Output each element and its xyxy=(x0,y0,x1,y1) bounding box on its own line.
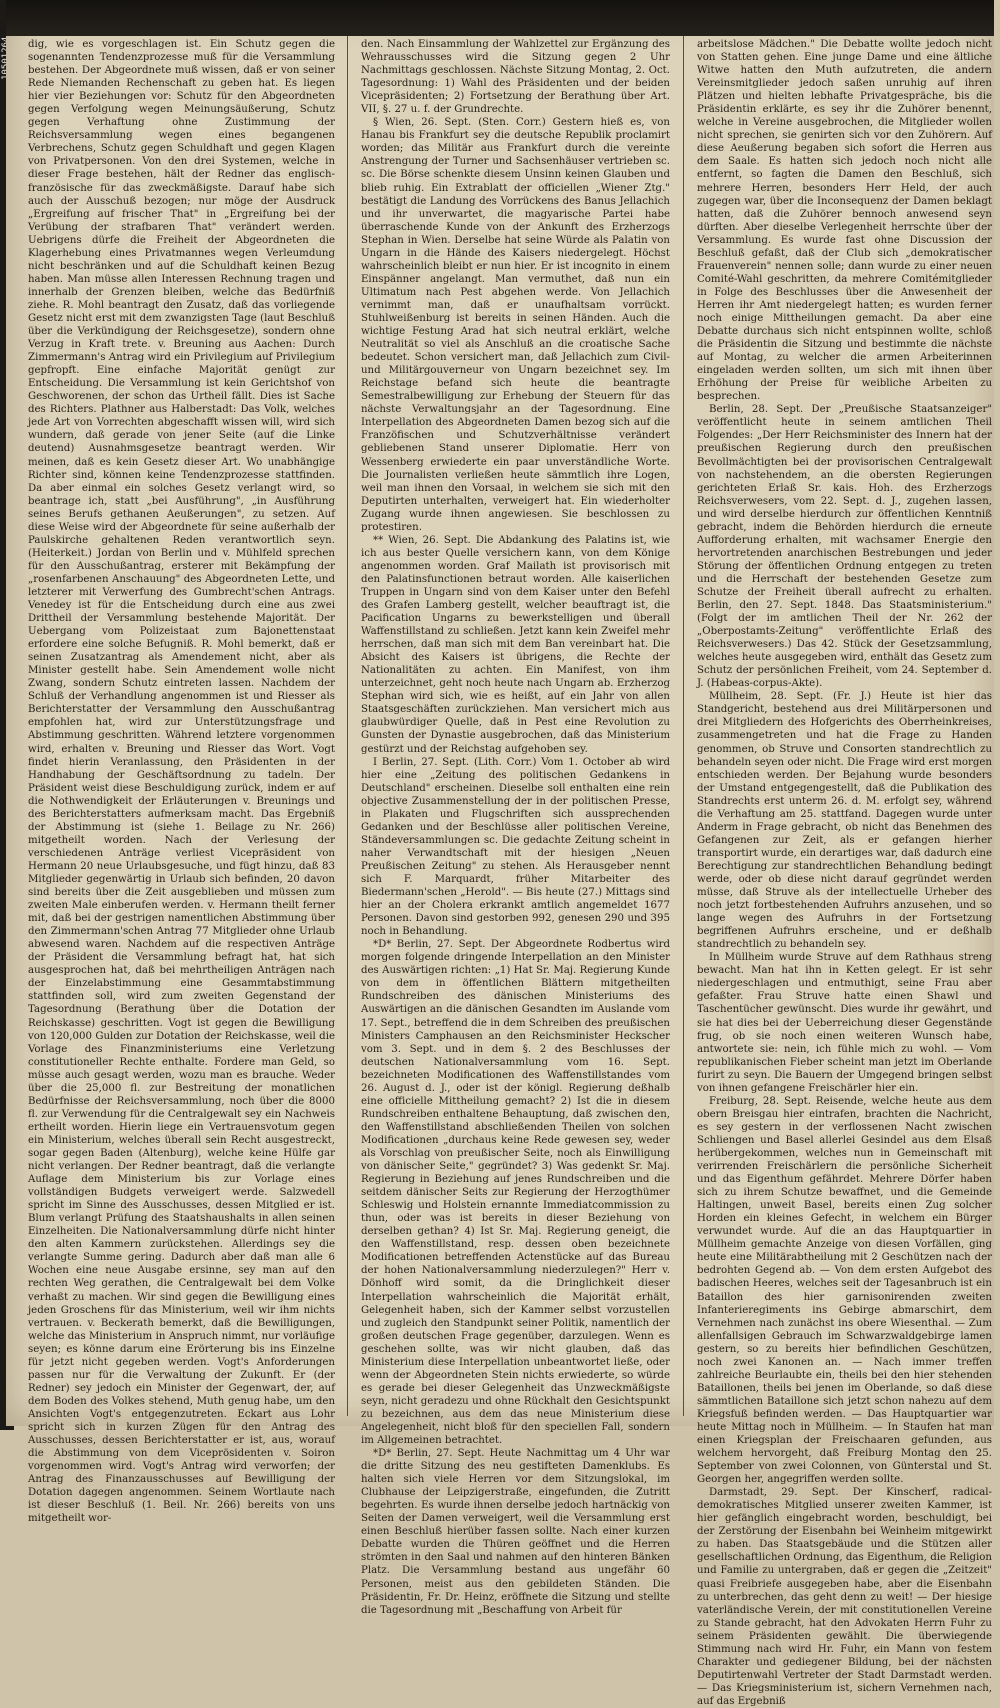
column-3 xyxy=(697,38,992,1707)
paragraph: Berlin, 28. Sept. Der „Preußische Staatsanzeiger" veröffentlicht heute in seinem amtlichen Theil Folgendes: „Der Herr Reichsminister des Innern hat der preußischen Regierung durch den preußischen Bevollmächtigten bei der provisorischen Centralgewalt von nachstehendem, an die obersten Regierungen gerichteten Erlaß Sr. kais. Hoh. des Erzherzogs Reichsverwesers, vom 22. Sept. d. J., zugehen lassen, und wird derselbe hierdurch zur öffentlichen Kenntniß gebracht, indem die Behörden hierdurch die erneute Aufforderung erhalten, mit wachsamer Energie den hervortretenden anarchischen Bestrebungen und jeder Störung der öffentlichen Ordnung entgegen zu treten und die Herrschaft der bestehenden Gesetze zum Schutze der Freiheit überall aufrecht zu erhalten. Berlin, den 27. Sept. 1848. Das Staatsministerium." (Folgt der im amtlichen Theil der Nr. 262 der „Oberpostamts-Zeitung" veröffentlichte Erlaß des Reichsverwesers.) Das 42. Stück der Gesetzsammlung, welches heute ausgegeben wird, enthält das Gesetz zum Schutz der persönlichen Freiheit, vom 24. September d. J. (Habeas-corpus-Akte). xyxy=(697,404,992,690)
paragraph: *D* Berlin, 27. Sept. Heute Nachmittag um 4 Uhr war die dritte Sitzung des neu gestifteten Damenklubs. Es halten sich viele Herren vor dem Sitzungslokal, im Clubhause der Leipzigerstraße, eingefunden, die Zutritt begehrten. Es wurde ihnen derselbe jedoch hartnäckig von Seiten der Damen verweigert, weil die Versammlung erst einen Beschluß hierüber fassen sollte. Nach einer kurzen Debatte wurden die Thüren geöffnet und die Herren strömten in den Saal und nahmen auf den hinteren Bänken Platz. Die Versammlung bestand aus ungefähr 60 Personen, meist aus den gebildeten Ständen. Die Präsidentin, Fr. Dr. Heinz, eröffnete die Sitzung und stellte die Tagesordnung mit „Beschaffung von Arbeit für xyxy=(361,1448,670,1616)
paragraph: § Wien, 26. Sept. (Sten. Corr.) Gestern hieß es, von Hanau bis Frankfurt sey die deutsche Republik proclamirt worden; das Militär aus Frankfurt durch die vereinte Anstrengung der Turner und Sachsenhäuser vertrieben sc. sc. Die Börse schenkte diesem Unsinn keinen Glauben und blieb ruhig. Ein Extrablatt der officiellen „Wiener Ztg." bestätigt die Landung des Vorrückens des Banus Jellachich und ihr unverwartet, die magyarische Partei habe überraschende Kunde von der Ankunft des Erzherzogs Stephan in Wien. Derselbe hat seine Würde als Palatin von Ungarn in die Hände des Kaisers niedergelegt. Höchst wahrscheinlich bleibt er nun hier. Er ist incognito in einem Einspänner angelangt. Man vermuthet, daß nun ein Ultimatum nach Pest abgehen werde. Von Jellachich vernimmt man, daß er unaufhaltsam vorrückt. Stuhlweißenburg ist bereits in seinen Händen. Auch die wichtige Festung Arad hat sich neutral erklärt, welche Neutralität so viel als Anschluß an die croatische Sache bedeutet. Schon versichert man, daß Jellachich zum Civil- und Militärgouverneur von Ungarn bezeichnet sey. Im Reichstage befand sich heute die beantragte Semestralbewilligung zur Erhebung der Steuern für das nächste Verwaltungsjahr an der Tagesordnung. Eine Interpellation des Abgeordneten Damen bezog sich auf die Franzöfischen und Schutzverhältnisse verändert gebliebenen Stand unserer Diplomatie. Herr von Wessenberg erwiederte ein paar unverständliche Worte. Die Journalisten verließen heute sämmtlich ihre Logen, weil man ihnen den Vorsaal, in welchem sie sich mit den Deputirten unterhalten, verweigert hat. Ein wiederholter Zugang wurde ihnen angewiesen. Sie beschlossen zu protestiren. xyxy=(361,117,670,533)
paragraph: Müllheim, 28. Sept. (Fr. J.) Heute ist hier das Standgericht, bestehend aus drei Militärpersonen und drei Mitgliedern des Hofgerichts des Oberrheinkreises, zusammengetreten und hat die Frage zu Handen genommen, ob Struve und Consorten standrechtlich zu behandeln seyen oder nicht. Die Frage wird erst morgen entschieden werden. Der Bejahung wurde besonders der Umstand entgegengestellt, daß die Publikation des Standrechts erst unterm 26. d. M. erfolgt sey, während die Verhaftung am 25. stattfand. Dagegen wurde unter Anderm in Frage gebracht, ob nicht das Benehmen des Gefangenen zur Zeit, als er gefangen hierher transportirt wurde, ein derartiges war, daß dadurch eine Berechtigung zur standrechtlichen Behandlung bedingt werde, oder ob diese nicht darauf gegründet werden müsse, daß Struve als der intellectuelle Urheber des noch jetzt fortbestehenden Aufruhrs anzusehen, und so lange wegen des Aufruhrs in der Fortsetzung begriffenen Aufruhrs erscheine, und er deßhalb standrechtlich zu behandeln sey. xyxy=(697,691,992,951)
column-rule xyxy=(347,36,348,1416)
paragraph: *D* Berlin, 27. Sept. Der Abgeordnete Rodbertus wird morgen folgende dringende Interpellation an den Minister des Auswärtigen richten: „1) Hat Sr. Maj. Regierung Kunde von dem in öffentlichen Blättern mitgetheilten Rundschreiben des dänischen Ministeriums des Auswärtigen an die dänischen Gesandten im Auslande vom 17. Sept., betreffend die in dem Schreiben des preußischen Ministers Camphausen an den Reichsminister Heckscher vom 3. Sept. und in dem §. 2 des Beschlusses der deutschen Nationalversammlung vom 16. Sept. bezeichneten Modificationen des Waffenstillstandes vom 26. August d. J., oder ist der königl. Regierung deßhalb eine officielle Mittheilung gemacht? 2) Ist die in diesem Rundschreiben enthaltene Behauptung, daß zwischen den, den Waffenstillstand abschließenden Theilen von solchen Modificationen „durchaus keine Rede gewesen sey, weder als Vorschlag von preußischer Seite, noch als Einwilligung von dänischer Seite," gegründet? 3) Was gedenkt Sr. Maj. Regierung in Beziehung auf jenes Rundschreiben und die seitdem dänischer Seits zur Regierung der Herzogthümer Schleswig und Holstein ernannte Immediatcommission zu thun, oder was ist bereits in dieser Beziehung von derselben gethan? 4) Ist Sr. Maj. Regierung geneigt, die den Waffenstillstand, resp. dessen oben bezeichnete Modificationen betreffenden Actenstücke auf das Bureau der hohen Nationalversammlung niederzulegen?" Herr v. Dönhoff wird somit, da die Dringlichkeit dieser Interpellation wahrscheinlich die Majorität erhält, Gelegenheit haben, sich der Kammer selbst vorzustellen und zugleich den Standpunkt seiner Politik, namentlich der großen deutschen Frage gegenüber, darzulegen. Wenn es geschehen sollte, was wir nicht glauben, daß das Ministerium diese Interpellation unbeantwortet ließe, oder wenn der Abgeordneten Stein nichts erwiederte, so würde es gerade bei dieser Gelegenheit das Unzweckmäßigste seyn, nicht geradezu und ohne Rückhalt den Gesichtspunkt zu bezeichnen, aus dem das neue Ministerium diese Angelegenheit, nicht bloß für den speciellen Fall, sondern im Allgemeinen betrachtet. xyxy=(361,939,670,1447)
paragraph: den. Nach Einsammlung der Wahlzettel zur Ergänzung des Wehrausschusses wird die Sitzung gegen 2 Uhr Nachmittags geschlossen. Nächste Sitzung Montag, 2. Oct. Tagesordnung: 1) Wahl des Präsidenten und der beiden Vicepräsidenten; 2) Fortsetzung der Berathung über Art. VII, §. 27 u. f. der Grundrechte. xyxy=(361,39,670,116)
paragraph: ** Wien, 26. Sept. Die Abdankung des Palatins ist, wie ich aus bester Quelle versichern kann, von dem Könige angenommen worden. Graf Mailath ist provisorisch mit den Palatinsfunctionen betraut worden. Alle kaiserlichen Truppen in Ungarn sind von dem Kaiser unter den Befehl des Grafen Lamberg gestellt, welcher beauftragt ist, die Pacification Ungarns zu bewerkstelligen und überall Waffenstillstand zu schließen. Jetzt kann kein Zweifel mehr herrschen, daß man sich mit dem Ban vereinbart hat. Die Absicht des Kaisers ist übrigens, die Rechte der Nationalitäten zu achten. Ein Manifest, von ihm unterzeichnet, geht noch heute nach Ungarn ab. Erzherzog Stephan wird sich, wie es heißt, auf ein Jahr von allen Staatsgeschäften zurückziehen. Man versichert mich aus glaubwürdiger Quelle, daß in Pest eine Revolution zu Gunsten der Dynastie ausgebrochen, daß das Ministerium gestürzt und der Reichstag aufgehoben sey. xyxy=(361,534,670,755)
paragraph: I Berlin, 27. Sept. (Lith. Corr.) Vom 1. October ab wird hier eine „Zeitung des politischen Gedankens in Deutschland" erscheinen. Dieselbe soll enthalten eine rein objective Zusammenstellung der in der politischen Presse, in Plakaten und Flugschriften sich aussprechenden Gedanken und der Beschlüsse aller politischen Vereine, Ständeversammlungen sc. Die gedachte Zeitung scheint in naher Verwandtschaft mit der hiesigen „Neuen Preußischen Zeitung" zu stehen. Als Herausgeber nennt sich F. Marquardt, früher Mitarbeiter des Biedermann'schen „Herold". — Bis heute (27.) Mittags sind hier an der Cholera erkrankt amtlich angemeldet 1677 Personen. Davon sind gestorben 992, genesen 290 und 395 noch in Behandlung. xyxy=(361,756,670,938)
paragraph: Freiburg, 28. Sept. Reisende, welche heute aus dem obern Breisgau hier eintrafen, brachten die Nachricht, es sey gestern in der verflossenen Nacht zwischen Schliengen und Basel allerlei Gesindel aus dem Elsaß herübergekommen, welches nun in Gemeinschaft mit verirrenden Freischärlern die persönliche Sicherheit und das Eigenthum gefährdet. Mehrere Dörfer haben sich zu ihrem Schutze bewaffnet, und die Gemeinde Haltingen, unweit Basel, bereits einen Zug solcher Horden ein kleines Gefecht, in welchem ein Bürger verwundet wurde. Auf die an das Hauptquartier in Müllheim gemachte Anzeige von diesen Vorfällen, ging heute eine Militärabtheilung mit 2 Geschützen nach der bedrohten Gegend ab. — Von dem ersten Aufgebot des badischen Heeres, welches seit der Tagesanbruch ist ein Bataillon des hier garnisonirenden zweiten Infanterieregiments ins Gebirge abmarschirt, dem Vernehmen nach zunächst ins obere Wiesenthal. — Zum allenfallsigen Gebrauch im Schwarzwaldgebirge lamen gestern, so zu bereits hier befindlichen Geschützen, noch zwei Kanonen an. — Nach immer treffen zahlreiche Beurlaubte ein, theils bei den hier stehenden Bataillonen, theils bei jenen im Oberlande, so daß diese sämmtlichen Bataillone sich jetzt schon nahezu auf dem Kriegsfuß befinden werden. — Das Hauptquartier war heute Mittag noch in Müllheim. — In Staufen hat man einen Kriegsplan der Freischaaren gefunden, aus welchem hervorgeht, daß Freiburg Montag den 25. September von zwei Colonnen, von Günterstal und St. Georgen her, angegriffen werden sollte. xyxy=(697,1095,992,1486)
paragraph: arbeitslose Mädchen." Die Debatte wollte jedoch nicht von Statten gehen. Eine junge Dame und eine ältliche Witwe hatten den Muth aufzutreten, die andern Vereinsmitglieder jedoch saßen unruhig auf ihren Plätzen und hielten lebhafte Privatgespräche, bis die Präsidentin erklärte, es sey ihr die Zuhörer benennt, welche in Vereine ausgebrochen, die Mitglieder wollen nicht sprechen, sie genirten sich vor den Zuhörern. Auf diese Aeußerung begaben sich sofort die Herren aus dem Saale. Es hatten sich jedoch noch nicht alle entfernt, so fagten die Damen den Beschluß, sich mehrere Herren, besonders Herr Held, der auch zugegen war, über die Inconsequenz der Damen beklagt hatten, daß die Zuhörer bennoch anwesend seyn dürften. Aber dieselbe Verlegenheit herrschte über der Versammlung. Es wurde fast ohne Discussion der Beschluß gefaßt, daß der Club sich „demokratischer Frauenverein" nennen solle; dann wurde zu einer neuen Comité-Wahl geschritten, da mehrere Comitémitglieder in Folge des Beschlusses über die Anwesenheit der Herren ihr Amt niedergelegt hatten; es wurden ferner noch einige Mittheilungen gemacht. Da aber eine Debatte durchaus sich nicht entspinnen wollte, schloß die Präsidentin die Sitzung und bestimmte die nächste auf Montag, zu welcher die armen Arbeiterinnen eingeladen werden sollten, um sich mit ihnen über Erhöhung der Preise für weibliche Arbeiten zu besprechen. xyxy=(697,39,992,403)
paragraph: In Müllheim wurde Struve auf dem Rathhaus streng bewacht. Man hat ihn in Ketten gelegt. Er ist sehr niedergeschlagen und entmuthigt, seine Frau aber gefaßter. Frau Struve hatte einen Shawl und Taschentücher gewünscht. Dies wurde ihr gewährt, und sie hat dies bei der Ueberreichung dieser Gegenstände frug, ob sie noch einen weiteren Wunsch habe, antwortete sie: nein, ich fühle mich zu wohl. — Vom republikanischen Fieber scheint man jetzt im Oberlande furirt zu seyn. Die Bauern der Umgegend bringen selbst von ihnen gefangene Freischärler hier ein. xyxy=(697,952,992,1094)
top-margin-shadow xyxy=(6,0,994,36)
column-rule xyxy=(683,36,684,1416)
paragraph: Darmstadt, 29. Sept. Der Kinscherf, radical-demokratisches Mitglied unserer zweiten Kammer, ist hier gefänglich eingebracht worden, beschuldigt, bei der Zerstörung der Eisenbahn bei Weinheim mitgewirkt zu haben. Das Staatsgebäude und die Stützen aller gesellschaftlichen Ordnung, das Eigenthum, die Religion und Familie zu untergraben, daß er gegen die „Zeitzeit" quasi Freibriefe ausgegeben habe, aber die Eisenbahn zu unterbrechen, das geht denn zu weit! — Der hiesige vaterländische Verein, der mit constitutionellen Vereine zu Stande gebracht, hat den Advokaten Herrn Fuhr zu seinem Präsidenten gewählt. Die überwiegende Stimmung nach wird Hr. Fuhr, ein Mann von festem Charakter und gediegener Bildung, bei der nächsten Deputirtenwahl Vertreter der Stadt Darmstadt werden. — Das Kriegsministerium ist, sichern Vernehmen nach, auf das Ergebniß xyxy=(697,1487,992,1707)
column-1 xyxy=(28,38,335,1525)
paragraph: dig, wie es vorgeschlagen ist. Ein Schutz gegen die sogenannten Tendenzprozesse muß für die Versammlung bestehen. Der Abgeordnete muß wissen, daß er von seiner Rede Niemanden Rechenschaft zu geben hat. Es liegen hier vier Beziehungen vor: Schutz für den Abgeordneten gegen Verfolgung wegen Meinungsäußerung, Schutz gegen Verhaftung ohne Zustimmung der Reichsversammlung wegen eines begangenen Verbrechens, Schutz gegen Schuldhaft und gegen Klagen von Privatpersonen. Von den drei Systemen, welche in dieser Frage bestehen, hält der Redner das englisch-französische für das zweckmäßigste. Darauf habe sich auch der Ausschuß bezogen; nur möge der Ausdruck „Ergreifung auf frischer That" in „Ergreifung bei der Verübung der strafbaren That" verändert werden. Uebrigens dürfe die Freiheit der Abgeordneten die Klagerhebung eines Privatmannes wegen Verleumdung nicht beschränken und auf die Schuldhaft keinen Bezug haben. Man müsse allen Interessen Rechnung tragen und innerhalb der Grenzen bleiben, welche das Bedürfniß ziehe. R. Mohl beantragt den Zusatz, daß das vorliegende Gesetz nicht erst mit dem zwanzigsten Tage (laut Beschluß über die Verkündigung der Reichsgesetze), sondern ohne Verzug in Kraft trete. v. Breuning aus Aachen: Durch Zimmermann's Antrag wird ein Privilegium auf Privilegium gepfropft. Eine einfache Majorität genügt zur Entscheidung. Die Versammlung ist kein Gerichtshof von Geschworenen, der schon das Urtheil fällt. Dies ist Sache des Richters. Plathner aus Halberstadt: Das Volk, welches jede Art von Vorrechten abgeschafft wissen will, wird sich wundern, daß gerade von jener Seite (auf die Linke deutend) Ausnahmsgesetze beantragt werden. Wir meinen, daß es kein Gesetz dieser Art. Wo unabhängige Richter sind, können keine Tendenzprozesse stattfinden. Da aber einmal ein solches Gesetz verlangt wird, so beantrage ich, statt „bei Ausführung", „in Ausführung seines Berufs gethanen Aeußerungen", zu setzen. Auf diese Weise wird der Abgeordnete für seine außerhalb der Paulskirche gehaltenen Reden verantwortlich seyn. (Heiterkeit.) Jordan von Berlin und v. Mühlfeld sprechen für den Ausschußantrag, ersterer mit Bekämpfung der „rosenfarbenen Anschauung" des Abgeordneten Lette, und letzterer mit Verwerfung des Gumbrecht'schen Antrags. Venedey ist für die Entscheidung durch eine aus zwei Drittheil der Versammlung bestehende Majorität. Der Uebergang vom Polizeistaat zum Bajonettenstaat erfordere eine solche Befugniß. R. Mohl bemerkt, daß er seinen Zusatzantrag als Amendement nicht, aber als Minister gestellt habe. Sein Amendement wolle nicht Zwang, sondern Schutz eintreten lassen. Nachdem der Schluß der Verhandlung angenommen ist und Riesser als Berichterstatter der Versammlung den Ausschußantrag empfohlen hat, wird zur Unterstützungsfrage und Abstimmung geschritten. Während letztere vorgenommen wird, erhalten v. Breuning und Riesser das Wort. Vogt findet hierin Veranlassung, den Präsidenten in der Handhabung der Geschäftsordnung zu tadeln. Der Präsident weist diese Beschuldigung zurück, indem er auf die Nothwendigkeit der Erläuterungen v. Breunings und des Berichterstatters aufmerksam macht. Das Ergebniß der Abstimmung ist (siehe 1. Beilage zu Nr. 266) mitgetheilt worden. Nach der Verlesung der verschiedenen Anträge verliest Vicepräsident von Hermann 20 neue Urlaubsgesuche, und fügt hinzu, daß 83 Mitglieder gegenwärtig in Urlaub sich befinden, 20 davon sind bereits über die Zeit ausgeblieben und müssen zum zweiten Male einberufen werden. v. Hermann theilt ferner mit, daß bei der gestrigen namentlichen Abstimmung über den Zimmermann'schen Antrag 77 Mitglieder ohne Urlaub abwesend waren. Nachdem auf die respectiven Anträge der Präsident die Versammlung befragt hat, hat sich ausgesprochen hat, daß bei mehrtheiligen Anträgen nach der Einzelabstimmung eine Gesammtabstimmung stattfinden soll, wird zum zweiten Gegenstand der Tagesordnung (Berathung über die Dotation der Reichskasse) geschritten. Vogt ist gegen die Bewilligung von 120,000 Gulden zur Dotation der Reichskasse, weil die Vorlage des Finanzministeriums eine Verletzung constitutioneller Rechte enthalte. Fordere man Geld, so müsse auch gesagt werden, wozu man es brauche. Weder über die 25,000 fl. zur Bestreitung der monatlichen Bedürfnisse der Reichsversammlung, noch über die 8000 fl. zur Verwendung für die Centralgewalt sey ein Nachweis ertheilt worden. Hierin liege ein Vertrauensvotum gegen ein Ministerium, welches überall sein Recht ausgestreckt, sogar gegen Baden (Altenburg), welche keine Hülfe gar nicht verlangen. Der Redner beantragt, daß die verlangte Auflage dem Ministerium bis zur Vorlage eines vollständigen Budgets verweigert werde. Salzwedell spricht im Sinne des Ausschusses, dessen Mitglied er ist. Blum verlangt Prüfung des Staatshaushalts in allen seinen Einzelheiten. Die Nationalversammlung dürfe nicht hinter den alten Kammern zurückstehen. Allerdings sey die verlangte Summe gering. Dadurch aber daß man alle 6 Wochen eine neue Ausgabe ersinne, sey man auf den rechten Weg gerathen, die Centralgewalt bei dem Volke verhaßt zu machen. Wir sind gegen die Bewilligung eines jeden Groschens für das Ministerium, weil wir ihm nichts vertrauen. v. Beckerath bemerkt, daß die Bewilligungen, welche das Ministerium in Anspruch nimmt, nur vorläufige seyen; es könne darum eine Erörterung bis ins Einzelne für jetzt nicht gegeben werden. Vogt's Anforderungen passen nur für die Verwaltung der Zukunft. Er (der Redner) sey jedoch ein Minister der Gegenwart, der, auf dem Boden des Volkes stehend, Muth genug habe, um den Ansichten Vogt's entgegenzutreten. Eckart aus Lohr spricht sich in kurzen Zügen für den Antrag des Ausschusses, dessen Berichterstatter er ist, aus, worauf die Abstimmung von dem Viceprösidenten v. Soiron vorgenommen wird. Vogt's Antrag wird verworfen; der Antrag des Finanzausschusses auf Bewilligung der Dotation dagegen angenommen. Seinem Wortlaute nach ist dieser Beschluß (1. Beil. Nr. 266) bereits von uns mitgetheilt wor- xyxy=(28,39,335,1525)
column-2 xyxy=(361,38,670,1616)
